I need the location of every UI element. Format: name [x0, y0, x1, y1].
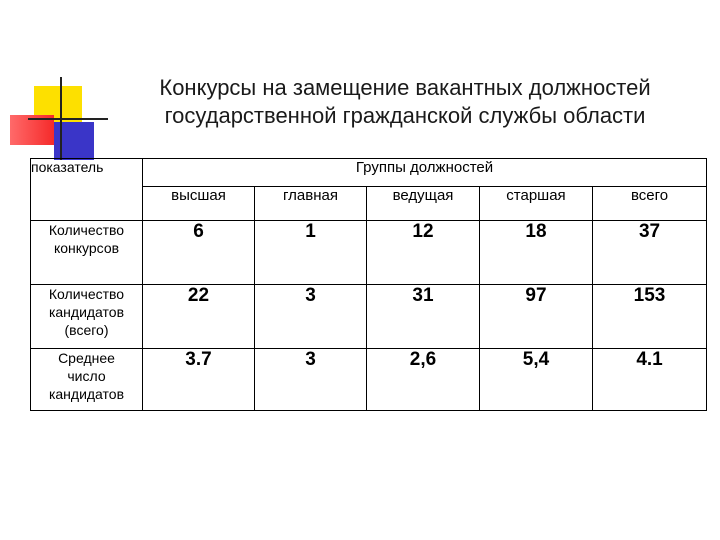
table-cell: 12: [367, 221, 480, 285]
table-cell: 4.1: [593, 349, 707, 411]
column-header: высшая: [143, 187, 255, 221]
row-label-line: кандидатов: [48, 304, 125, 320]
table-cell: 5,4: [480, 349, 593, 411]
group-header: Группы должностей: [143, 159, 707, 187]
column-header: ведущая: [367, 187, 480, 221]
title-line-1: Конкурсы на замещение вакантных должностей: [159, 75, 651, 100]
row-label-line: Количество: [48, 222, 125, 238]
row-label-line: кандидатов: [48, 386, 125, 402]
table-cell: 3.7: [143, 349, 255, 411]
table-row: [31, 285, 707, 349]
table-cell: 1: [255, 221, 367, 285]
table-cell: 22: [143, 285, 255, 349]
column-header: главная: [255, 187, 367, 221]
row-label-line: конкурсов: [53, 240, 120, 256]
table-cell: 153: [593, 285, 707, 349]
column-header: всего: [593, 187, 707, 221]
column-header: старшая: [480, 187, 593, 221]
row-label-line: Среднее: [58, 350, 115, 366]
table-cell: 3: [255, 285, 367, 349]
corner-header: показатель: [31, 159, 143, 221]
table-cell: 37: [593, 221, 707, 285]
table-cell: 97: [480, 285, 593, 349]
table-cell: 2,6: [367, 349, 480, 411]
statistics-table: [30, 158, 707, 411]
table-cell: 31: [367, 285, 480, 349]
row-label: [31, 349, 143, 411]
table-cell: 3: [255, 349, 367, 411]
slide-title: [110, 74, 700, 130]
table-row: [31, 349, 707, 411]
table-cell: 6: [143, 221, 255, 285]
row-label: [31, 221, 143, 285]
row-label-line: Количество: [48, 286, 125, 302]
title-line-2: государственной гражданской службы области: [164, 103, 646, 128]
table-row: [31, 221, 707, 285]
row-label: [31, 285, 143, 349]
decor-horizontal-line: [28, 118, 108, 120]
row-label-line: число: [67, 368, 106, 384]
table-cell: 18: [480, 221, 593, 285]
row-label-line: (всего): [64, 322, 109, 338]
